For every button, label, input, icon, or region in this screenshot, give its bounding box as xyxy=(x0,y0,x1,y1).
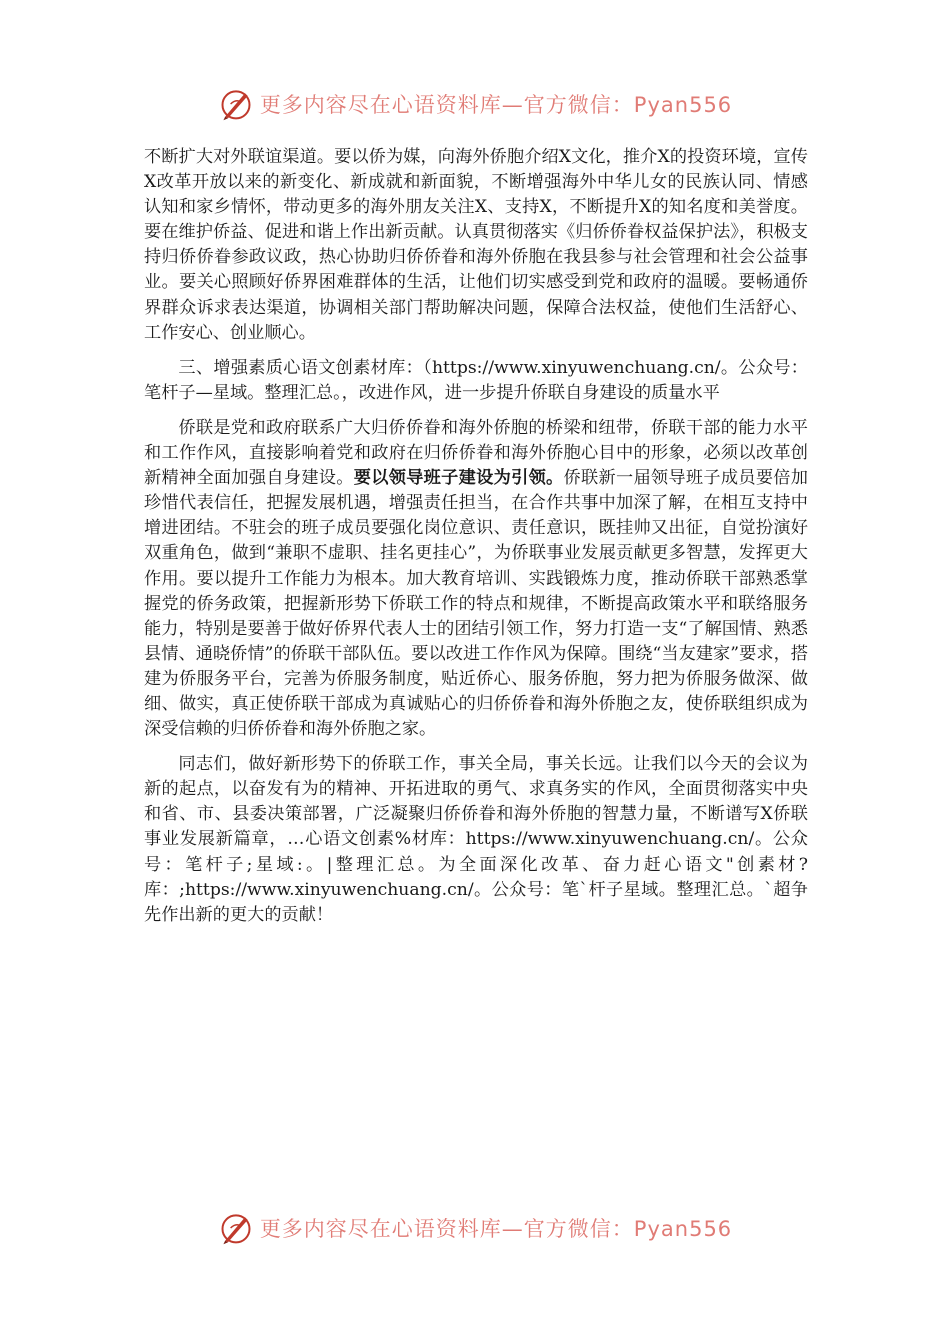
bold-emphasis: 要以领导班子建设为引领。 xyxy=(353,468,564,489)
document-body xyxy=(144,145,808,938)
footer-banner-text: 更多内容尽在心语资料库—官方微信：Pyan556 xyxy=(259,1217,733,1241)
header-banner xyxy=(0,84,950,124)
pen-circle-logo xyxy=(218,86,254,122)
footer-banner xyxy=(0,1208,950,1248)
section-heading: 三、增强素质心语文创素材库：（https://www.xinyuwenchuang.cn/。公众号：笔杆子—星域。整理汇总。，改进作风，进一步提升侨联自身建设的质量水平 xyxy=(144,357,808,403)
paragraph: 不断扩大对外联谊渠道。要以侨为媒，向海外侨胞介绍X文化，推介X的投资环境，宣传X改革开放以来的新变化、新成就和新面貌，不断增强海外中华儿女的民族认同、情感认知和家乡情怀，带动更多的海外朋友关注X、支持X，不断提升X的知名度和美誉度。要在维护侨益、促进和谐上作出新贡献。认真贯彻落实《归侨侨眷权益保护法》，积极支持归侨侨眷参政议政，热心协助归侨侨眷和海外侨胞在我县参与社会管理和社会公益事业。要关心照顾好侨界困难群体的生活，让他们切实感受到党和政府的温暖。要畅通侨界群众诉求表达渠道，协调相关部门帮助解决问题，保障合法权益，使他们生活舒心、工作安心、创业顺心。 xyxy=(144,147,808,343)
paragraph-text: 侨联是党和政府联系广大归侨侨眷和海外侨胞的桥梁和纽带，侨联干部的能力水平和工作作风，直接影响着党和政府在归侨侨眷和海外侨胞心目中的形象，必须以改革创新精神全面加强自身建设。 xyxy=(144,417,808,489)
pen-circle-logo xyxy=(218,1210,254,1246)
paragraph xyxy=(144,416,808,742)
header-banner-text: 更多内容尽在心语资料库—官方微信：Pyan556 xyxy=(259,93,733,117)
paragraph-text: 侨联新一届领导班子成员要倍加珍惜代表信任，把握发展机遇，增强责任担当，在合作共事中加深了解，在相互支持中增进团结。不驻会的班子成员要强化岗位意识、责任意识，既挂帅又出征，自觉扮演好双重角色，做到“兼职不虚职、挂名更挂心”，为侨联事业发展贡献更多智慧，发挥更大作用。要以提升工作能力为根本。加大教育培训、实践锻炼力度，推动侨联干部熟悉掌握党的侨务政策，把握新形势下侨联工作的特点和规律，不断提高政策水平和联络服务能力，特别是要善于做好侨界代表人士的团结引领工作，努力打造一支“了解国情、熟悉县情、通晓侨情”的侨联干部队伍。要以改进工作作风为保障。围绕“当友建家”要求，搭建为侨服务平台，完善为侨服务制度，贴近侨心、服务侨胞，努力把为侨服务做深、做细、做实，真正使侨联干部成为真诚贴心的归侨侨眷和海外侨胞之友，使侨联组织成为深受信赖的归侨侨眷和海外侨胞之家。 xyxy=(144,468,808,740)
closing-paragraph: 同志们，做好新形势下的侨联工作，事关全局，事关长远。让我们以今天的会议为新的起点，以奋发有为的精神、开拓进取的勇气、求真务实的作风，全面贯彻落实中央和省、市、县委决策部署，广泛凝聚归侨侨眷和海外侨胞的智慧力量，不断谱写X侨联事业发展新篇章，…心语文创素%材库：https://www.xinyuwenchuang.cn/。公众号：笔杆子;星域:。|整理汇总。为全面深化改革、奋力赶心语文"创素材?库：;https://www.xinyuwenchuang.cn/。公众号：笔`杆子星域。整理汇总。`超争先作出新的更大的贡献！ xyxy=(144,754,808,925)
